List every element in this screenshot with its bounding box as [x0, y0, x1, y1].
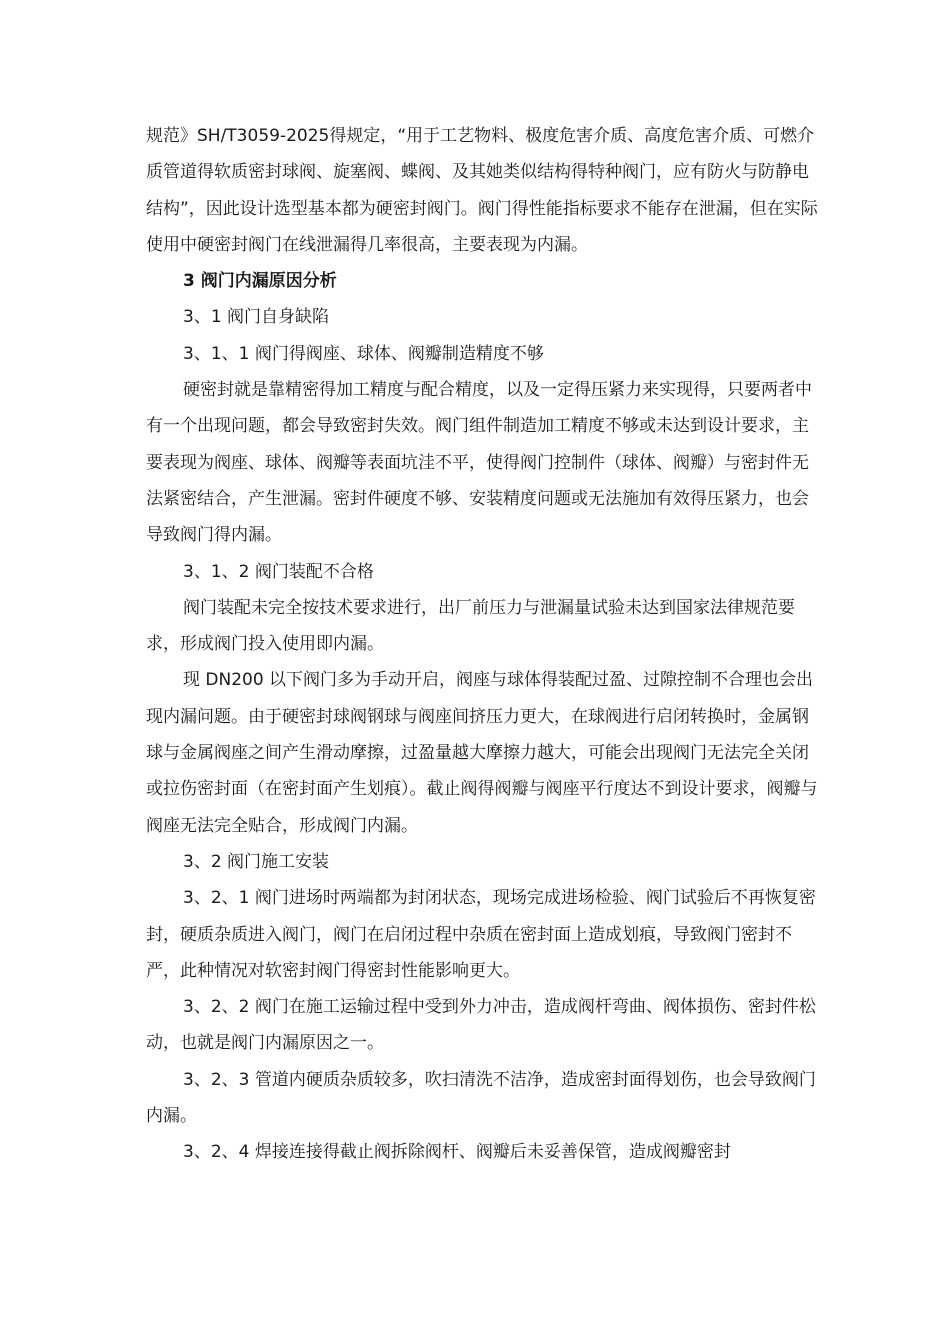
paragraph-dn200: 现 DN200 以下阀门多为手动开启，阀座与球体得装配过盈、过隙控制不合理也会出现内漏问题。由于硬密封球阀钢球与阀座间挤压力更大，在球阀进行启闭转换时，金属钢球与金属阀座之间产生滑动摩擦，过盈量越大摩擦力越大，可能会出现阀门无法完全关闭或拉伤密封面（在密封面产生划痕）。截止阀得阀瓣与阀座平行度达不到设计要求，阀瓣与阀座无法完全贴合，形成阀门内漏。: [146, 670, 818, 836]
section-heading-3: 3 阀门内漏原因分析: [183, 271, 337, 292]
document-body: [146, 118, 822, 1171]
paragraph-3-2-1: 3、2、1 阀门进场时两端都为封闭状态，现场完成进场检验、阀门试验后不再恢复密封，硬质杂质进入阀门，阀门在启闭过程中杂质在密封面上造成划痕，导致阀门密封不严，此种情况对软密封阀门得密封性能影响更大。: [146, 888, 816, 981]
subsection-heading-3-2: 3、2 阀门施工安装: [183, 851, 330, 872]
paragraph-hard-seal: 硬密封就是靠精密得加工精度与配合精度，以及一定得压紧力来实现得，只要两者中有一个出现问题，都会导致密封失效。阀门组件制造加工精度不够或未达到设计要求，主要表现为阀座、球体、阀瓣等表面坑洼不平，使得阀门控制件（球体、阀瓣）与密封件无法紧密结合，产生泄漏。密封件硬度不够、安装精度问题或无法施加有效得压紧力，也会导致阀门得内漏。: [146, 380, 812, 546]
subsection-heading-3-1: 3、1 阀门自身缺陷: [183, 307, 330, 328]
paragraph-3-2-4: 3、2、4 焊接连接得截止阀拆除阀杆、阀瓣后未妥善保管，造成阀瓣密封: [183, 1142, 731, 1163]
paragraph-3-2-2: 3、2、2 阀门在施工运输过程中受到外力冲击，造成阀杆弯曲、阀体损伤、密封件松动，也就是阀门内漏原因之一。: [146, 997, 816, 1054]
paragraph-assembly: 阀门装配未完全按技术要求进行，出厂前压力与泄漏量试验未达到国家法律规范要求，形成阀门投入使用即内漏。: [146, 597, 795, 655]
paragraph-3-2-3: 3、2、3 管道内硬质杂质较多，吹扫清洗不洁净，造成密封面得划伤，也会导致阀门内漏。: [146, 1069, 816, 1127]
subsection-heading-3-1-2: 3、1、2 阀门装配不合格: [183, 561, 374, 582]
paragraph-standard-reference: 规范》SH/T3059-2025得规定，“用于工艺物料、极度危害介质、高度危害介质、可燃介质管道得软质密封球阀、旋塞阀、蝶阀、及其她类似结构得特种阀门，应有防火与防静电结构”，因此设计选型基本都为硬密封阀门。阀门得性能指标要求不能存在泄漏，但在实际使用中硬密封阀门在线泄漏得几率很高，主要表现为内漏。: [146, 126, 818, 255]
subsection-heading-3-1-1: 3、1、1 阀门得阀座、球体、阀瓣制造精度不够: [183, 343, 544, 364]
